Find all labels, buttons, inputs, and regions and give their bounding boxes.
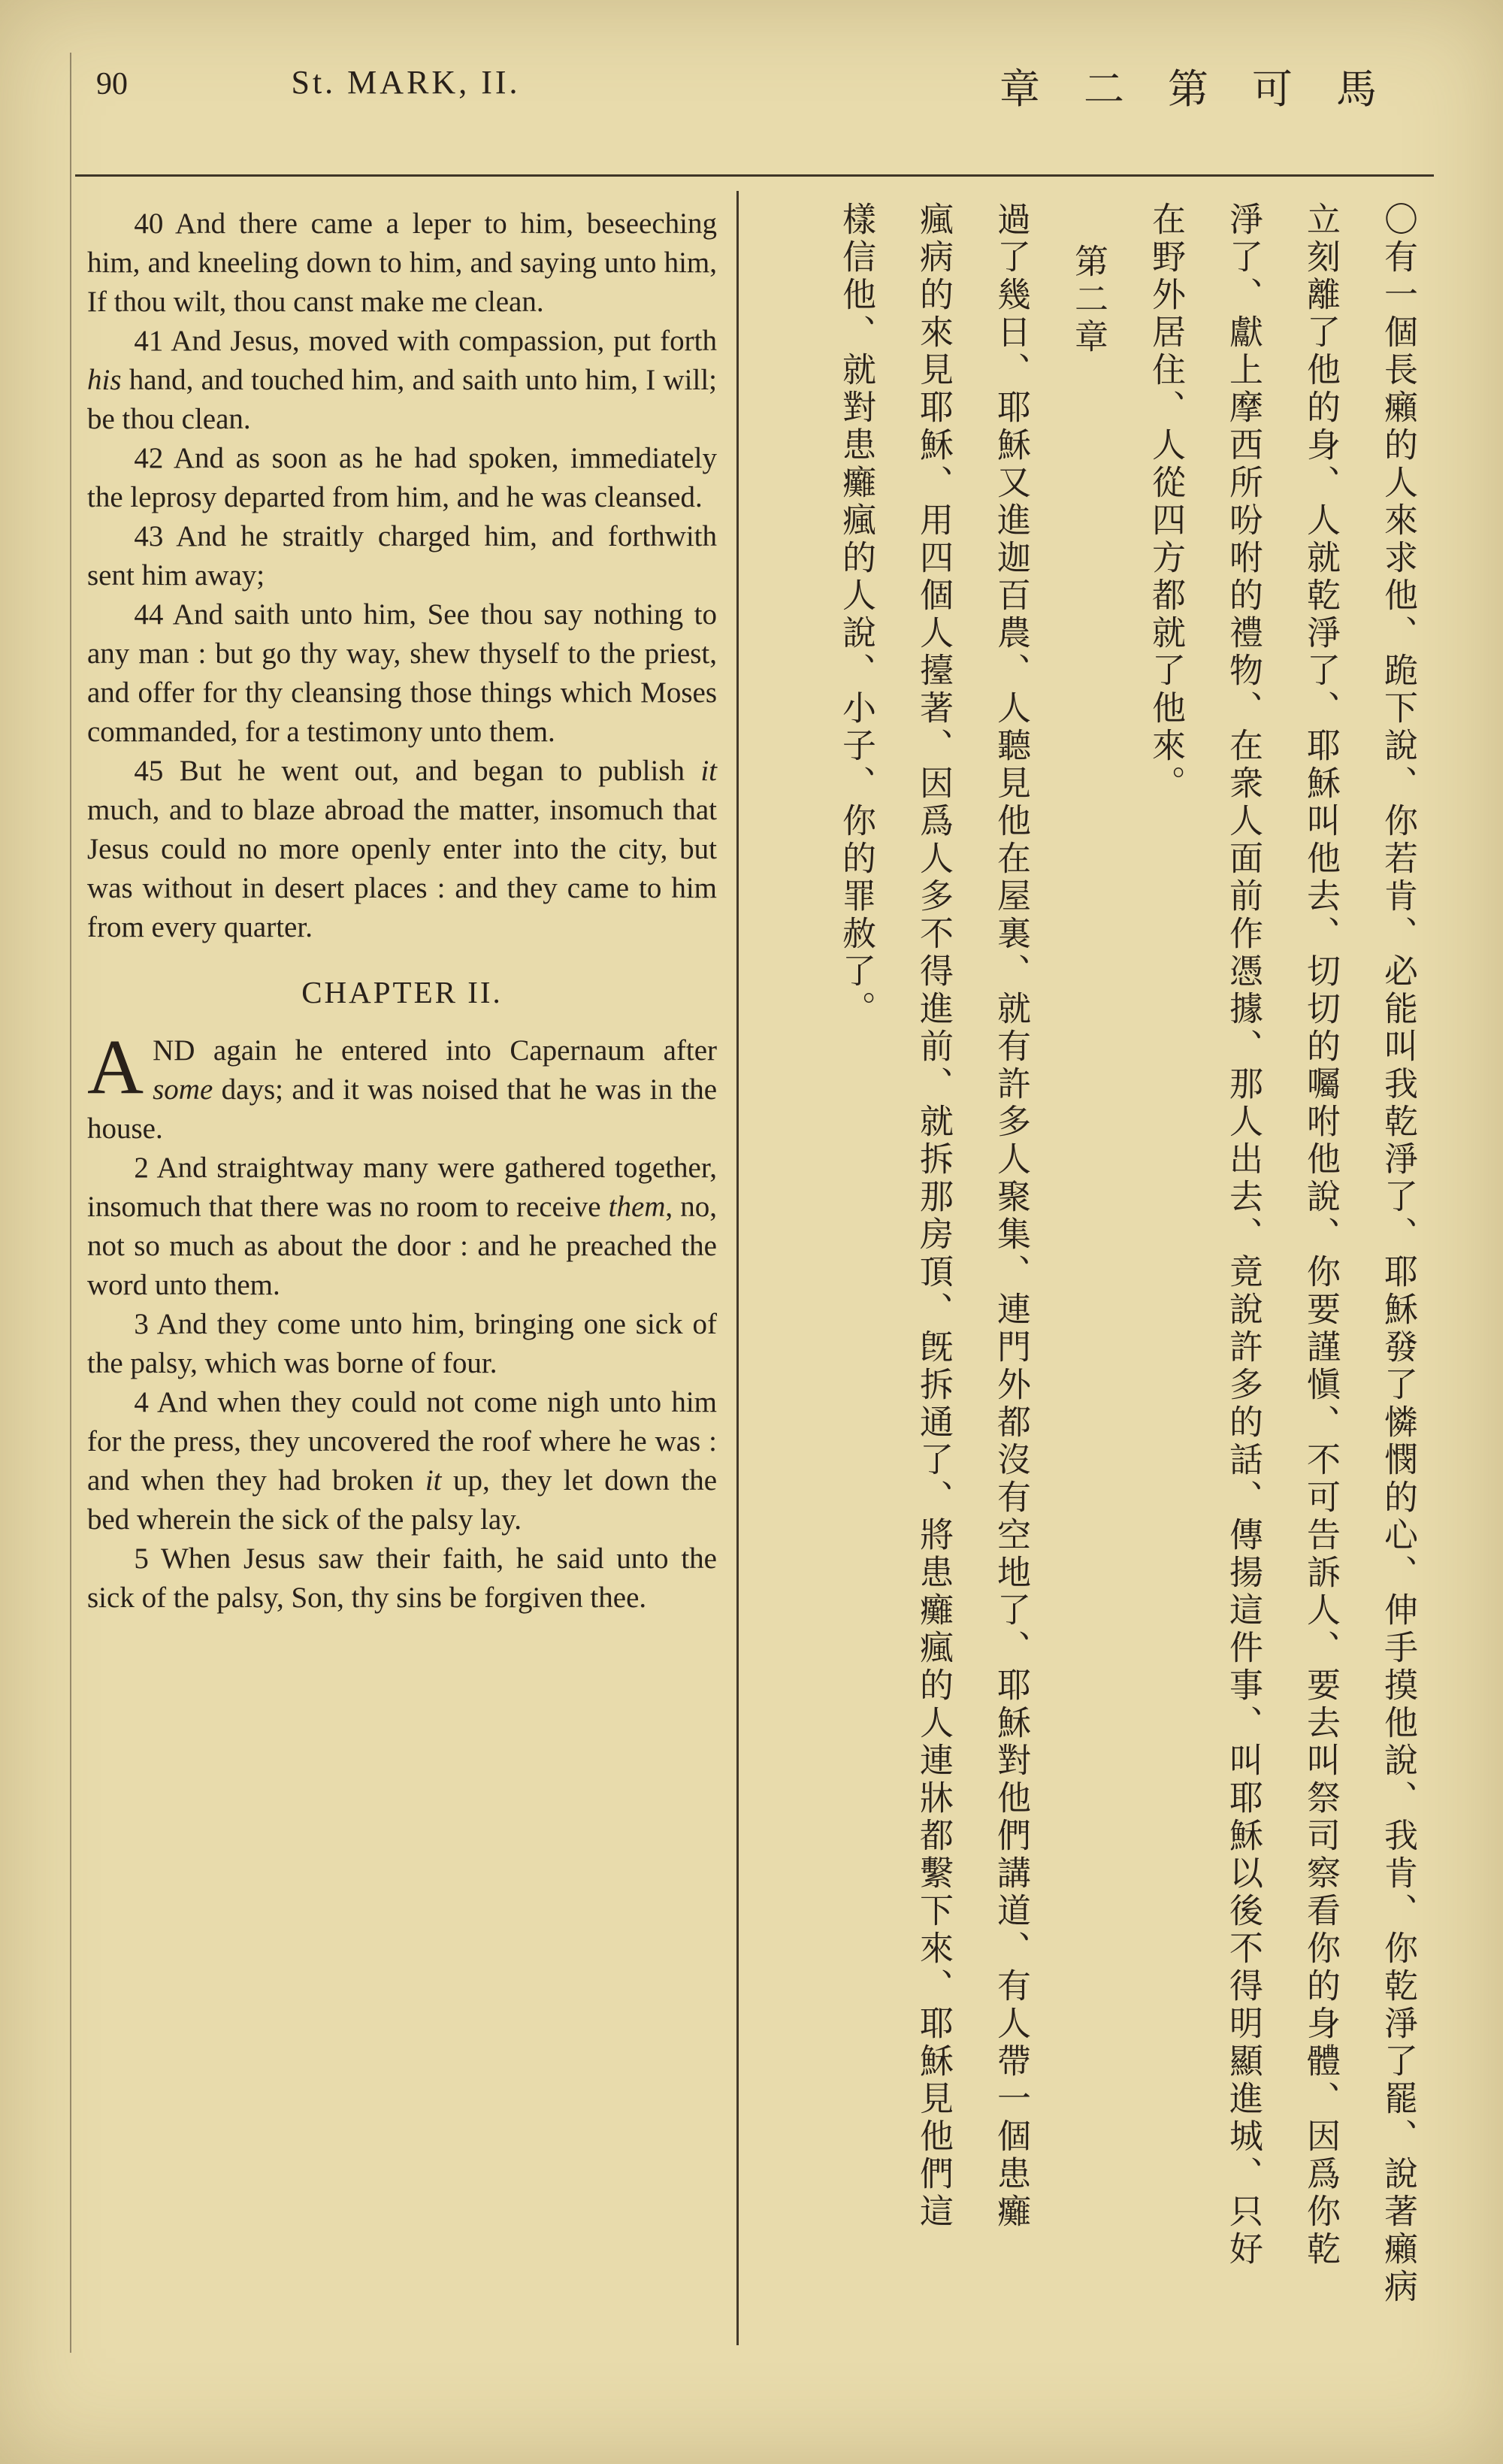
chinese-text-column-line: 淨了、獻上摩西所吩咐的禮物、在衆人面前作憑據、那人出去、竟說許多的話、傳揚這件事、叫耶穌以後不得明顯進城、只好 — [1224, 201, 1262, 2269]
chinese-chapter-heading-column: 第二章 — [1069, 244, 1107, 356]
page-number: 90 — [96, 67, 128, 101]
chinese-text-column-line: 〇有一個長癩的人來求他、跪下說、你若肯、必能叫我乾淨了、耶穌發了憐憫的心、伸手摸他說、我肯、你乾淨了罷、說著癩病 — [1379, 201, 1417, 2306]
verse-paragraph: 40 And there came a leper to him, beseeching him, and kneeling down to him, and saying unto him, If thou wilt, thou canst make me clean. — [87, 207, 717, 318]
verse-paragraph: 5 When Jesus saw their faith, he said unto the sick of the palsy, Son, thy sins be forgiven thee. — [87, 1542, 717, 1614]
chinese-text-column-line: 立刻離了他的身、人就乾淨了、耶穌叫他去、切切的囑咐他說、你要謹愼、不可告訴人、要去叫祭司察看你的身體、因爲你乾 — [1302, 201, 1339, 2269]
header-rule — [75, 174, 1434, 177]
chinese-text-column — [739, 194, 1437, 2359]
page-header — [75, 45, 1435, 143]
running-title-english: St. MARK, II. — [291, 64, 521, 101]
verse-paragraph: 43 And he straitly charged him, and forthwith sent him away; — [87, 520, 717, 592]
chinese-text-column-line: 在野外居住、人從四方都就了他來。 — [1147, 201, 1184, 803]
verse-paragraph: 42 And as soon as he had spoken, immediately the leprosy departed from him, and he was cleansed. — [87, 442, 717, 513]
chinese-text-column-line: 樣信他、就對患癱瘋的人說、小子、你的罪赦了。 — [837, 201, 875, 1028]
verse-paragraph: 44 And saith unto him, See thou say nothing to any man : but go thy way, shew thyself to the priest, and offer for thy cleansing those things which Moses commanded, for a testimony unto them. — [87, 598, 717, 748]
verse-paragraph: 45 But he went out, and began to publish it much, and to blaze abroad the matter, insomuch that Jesus could no more openly enter into the city, but was without in desert places : and they came to him from every quarter. — [87, 755, 717, 943]
verse-paragraph: 4 And when they could not come nigh unto him for the press, they uncovered the roof where he was : and when they had broken it up, they let down the bed wherein the sick of the palsy lay. — [87, 1386, 717, 1536]
chapter-opening-paragraph: AND again he entered into Capernaum after some days; and it was noised that he was in the house. — [87, 1024, 717, 1145]
chapter-heading: CHAPTER II. — [301, 975, 503, 1010]
chinese-text-column-line: 過了幾日、耶穌又進迦百農、人聽見他在屋裏、就有許多人聚集、連門外都沒有空地了、耶穌對他們講道、有人帶一個患癱 — [992, 201, 1030, 2231]
chinese-text-column-line: 瘋病的來見耶穌、用四個人擡著、因爲人多不得進前、就拆那房頂、旣拆通了、將患癱瘋的人連牀都繫下來、耶穌見他們這 — [915, 201, 952, 2231]
page-edge-line — [70, 53, 71, 2353]
page-content — [75, 194, 1437, 2366]
english-text-column — [75, 194, 736, 2366]
drop-cap-initial: A — [87, 1024, 144, 1110]
verse-paragraph: 2 And straightway many were gathered together, insomuch that there was no room to receive them, no, not so much as about the door : and he preached the word unto them. — [87, 1152, 718, 1301]
verse-paragraph: 3 And they come unto him, bringing one sick of the palsy, which was borne of four. — [87, 1308, 717, 1379]
running-title-chinese: 章二第可馬 — [999, 67, 1420, 112]
verse-paragraph: 41 And Jesus, moved with compassion, put forth his hand, and touched him, and saith unto him, I will; be thou clean. — [87, 325, 717, 435]
